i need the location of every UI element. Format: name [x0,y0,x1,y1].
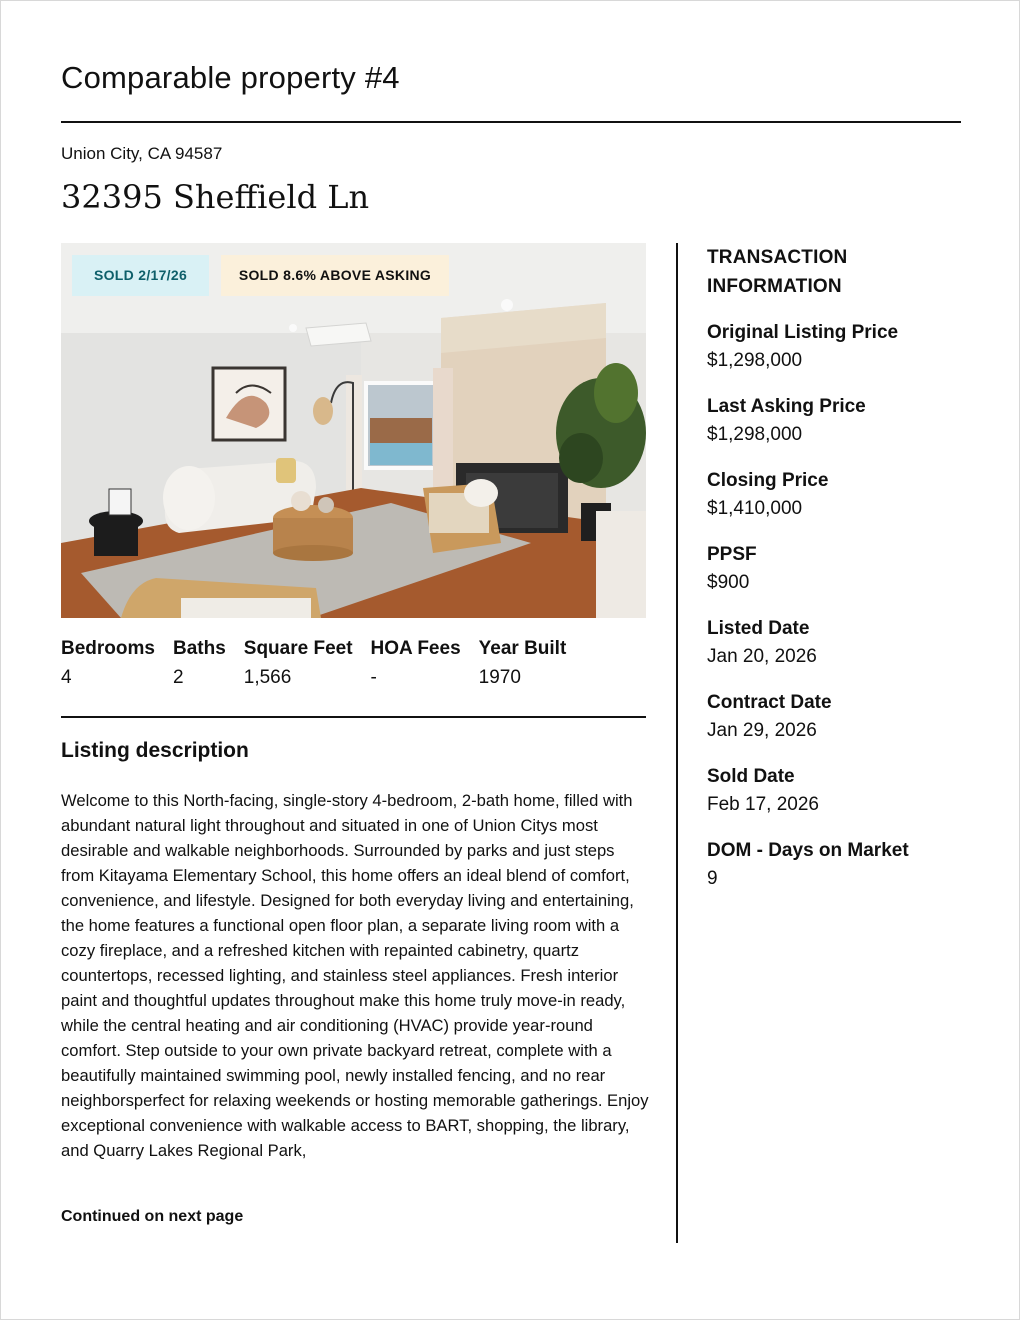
column-divider [676,243,678,1243]
stat-value: 1,566 [243,667,292,688]
transaction-label: Sold Date [707,766,795,787]
transaction-value: $1,298,000 [707,424,803,445]
stat-label: Square Feet [243,638,353,659]
transaction-value: Jan 20, 2026 [707,646,817,667]
stat-baths [173,638,226,689]
transaction-value: Jan 29, 2026 [707,720,817,741]
sold-date-badge: SOLD 2/17/26 [72,255,209,296]
transaction-value: $900 [707,572,750,593]
transaction-item-closing-price [707,466,967,523]
stats-divider [61,716,646,718]
stat-label: Year Built [478,638,567,659]
transaction-item-original-listing-price [707,318,967,375]
transaction-item-ppsf [707,540,967,597]
stat-value: - [370,667,377,688]
transaction-item-sold-date [707,762,967,819]
transaction-value: Feb 17, 2026 [707,794,819,815]
property-stats [61,638,584,689]
description-text: Welcome to this North-facing, single-story 4-bedroom, 2-bath home, filled with abundant natural light throughout and situated in one of Union Citys most desirable and walkable neighborhoods. Surrounded by parks and just steps from Kitayama Elementary School, this home offers an ideal blend of comfort, convenience, and lifestyle. Designed for both everyday living and entertaining, the home features a functional open floor plan, a separate living room with a cozy fireplace, and a refreshed kitchen with repainted cabinetry, quartz countertops, recessed lighting, and stainless steel appliances. Fresh interior paint and thoughtful updates throughout make this home truly move-in ready, while the central heating and air conditioning (HVAC) provide year-round comfort. Step outside to your own private backyard retreat, complete with a beautifully maintained swimming pool, newly installed fencing, and no rear neighborsperfect for relaxing weekends or hosting memorable gatherings. Enjoy exceptional convenience with walkable access to BART, shopping, the library, and Quarry Lakes Regional Park, [61,791,649,1160]
stat-bedrooms [61,638,155,689]
stat-value: 2 [172,667,184,688]
stat-year-built [479,638,567,689]
transaction-label: Original Listing Price [707,322,899,343]
transaction-label: Closing Price [707,470,829,491]
transaction-value: $1,410,000 [707,498,803,519]
above-asking-badge: SOLD 8.6% ABOVE ASKING [221,255,449,296]
stat-square-feet [244,638,353,689]
property-photo [61,243,646,618]
transaction-label: Contract Date [707,692,832,713]
transaction-label: Listed Date [707,618,810,639]
continued-note: Continued on next page [61,1208,244,1225]
stat-value: 4 [61,667,72,688]
transaction-label: DOM - Days on Market [707,840,909,861]
transaction-panel [707,243,967,893]
living-room-photo [61,243,646,618]
transaction-value: $1,298,000 [707,350,803,371]
transaction-item-last-asking-price [707,392,967,449]
transaction-item-contract-date [707,688,967,745]
property-address: 32395 Sheffield Ln [61,178,370,216]
transaction-label: PPSF [707,544,757,565]
stat-label: HOA Fees [370,638,461,659]
property-city: Union City, CA 94587 [61,144,223,163]
stat-hoa-fees [371,638,461,689]
transaction-item-listed-date [707,614,967,671]
transaction-heading: TRANSACTION INFORMATION [707,247,848,297]
stat-label: Bedrooms [61,638,155,659]
transaction-label: Last Asking Price [707,396,866,417]
description-heading: Listing description [61,739,249,762]
stat-value: 1970 [478,667,521,688]
transaction-item-days-on-market [707,836,967,893]
stat-label: Baths [172,638,226,659]
title-divider [61,121,961,123]
page-title: Comparable property #4 [61,60,400,95]
transaction-value: 9 [707,868,718,889]
